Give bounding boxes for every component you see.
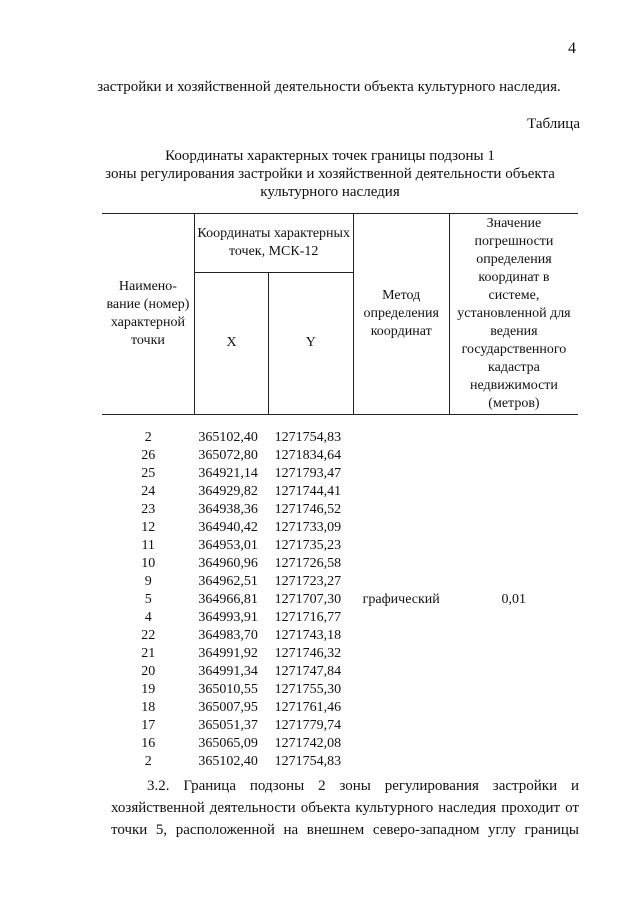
header-error: Значение погрешности определения координат в системе, установленной для ведения государственного кадастра недвижимости (метров) bbox=[449, 214, 578, 415]
table-row bbox=[102, 753, 578, 771]
x-cell: 365072,80 bbox=[198, 448, 258, 463]
table-row bbox=[102, 627, 578, 645]
x-cell: 365010,55 bbox=[198, 682, 258, 697]
coordinates-table bbox=[102, 213, 578, 771]
error-cell bbox=[449, 465, 578, 483]
method-cell bbox=[353, 699, 449, 717]
error-cell bbox=[449, 519, 578, 537]
error-cell bbox=[449, 681, 578, 699]
point-name-cell: 20 bbox=[141, 664, 156, 679]
method-cell bbox=[353, 627, 449, 645]
error-cell: 0,01 bbox=[501, 592, 526, 607]
point-name-cell: 11 bbox=[141, 538, 155, 553]
table-row bbox=[102, 573, 578, 591]
method-cell bbox=[353, 447, 449, 465]
table-row bbox=[102, 519, 578, 537]
header-point-name: Наимено-вание (номер) характерной точки bbox=[102, 214, 194, 415]
error-cell bbox=[449, 573, 578, 591]
point-name-cell: 25 bbox=[141, 466, 156, 481]
x-cell: 364953,01 bbox=[198, 538, 258, 553]
point-name-cell: 23 bbox=[141, 502, 156, 517]
x-cell: 364960,96 bbox=[198, 556, 258, 571]
method-cell bbox=[353, 609, 449, 627]
point-name-cell: 17 bbox=[141, 718, 156, 733]
point-name-cell: 16 bbox=[141, 736, 156, 751]
table-title-line: зоны регулирования застройки и хозяйственной деятельности объекта bbox=[105, 166, 555, 182]
y-cell: 1271744,41 bbox=[274, 484, 342, 499]
x-cell: 365051,37 bbox=[198, 718, 258, 733]
y-cell: 1271834,64 bbox=[274, 448, 342, 463]
error-cell bbox=[449, 429, 578, 447]
y-cell: 1271754,83 bbox=[274, 754, 342, 769]
header-x: X bbox=[194, 272, 268, 414]
method-cell bbox=[353, 429, 449, 447]
point-name-cell: 26 bbox=[141, 448, 156, 463]
method-cell: графический bbox=[362, 592, 440, 607]
error-cell bbox=[449, 735, 578, 753]
error-cell bbox=[449, 663, 578, 681]
header-y: Y bbox=[269, 272, 353, 414]
continuation-line: застройки и хозяйственной деятельности объекта культурного наследия. bbox=[97, 79, 561, 95]
x-cell: 364938,36 bbox=[198, 502, 258, 517]
x-cell: 364940,42 bbox=[198, 520, 258, 535]
error-cell bbox=[449, 753, 578, 771]
table-caption-label: Таблица bbox=[527, 116, 580, 132]
point-name-cell: 18 bbox=[141, 700, 156, 715]
method-cell bbox=[353, 663, 449, 681]
table-row bbox=[102, 483, 578, 501]
point-name-cell: 10 bbox=[141, 556, 156, 571]
table-row bbox=[102, 501, 578, 519]
x-cell: 365102,40 bbox=[198, 754, 258, 769]
y-cell: 1271742,08 bbox=[274, 736, 342, 751]
table-row bbox=[102, 645, 578, 663]
x-cell: 365065,09 bbox=[198, 736, 258, 751]
header-coordinates: Координаты характерных точек, МСК-12 bbox=[194, 214, 353, 273]
header-method: Метод определения координат bbox=[353, 214, 449, 415]
table-title-line: культурного наследия bbox=[260, 184, 400, 200]
table-row bbox=[102, 699, 578, 717]
method-cell bbox=[353, 519, 449, 537]
y-cell: 1271754,83 bbox=[274, 430, 342, 445]
method-cell bbox=[353, 537, 449, 555]
y-cell: 1271779,74 bbox=[274, 718, 342, 733]
error-cell bbox=[449, 483, 578, 501]
table-row bbox=[102, 591, 578, 609]
method-cell bbox=[353, 555, 449, 573]
paragraph-line: 3.2. Граница подзоны 2 зоны регулирования застройки и bbox=[147, 778, 579, 794]
method-cell bbox=[353, 735, 449, 753]
error-cell bbox=[449, 717, 578, 735]
point-name-cell: 24 bbox=[141, 484, 156, 499]
table-title bbox=[100, 147, 560, 201]
point-name-cell: 2 bbox=[144, 430, 152, 445]
error-cell bbox=[449, 699, 578, 717]
x-cell: 364966,81 bbox=[198, 592, 258, 607]
error-cell bbox=[449, 609, 578, 627]
point-name-cell: 4 bbox=[144, 610, 152, 625]
table-row bbox=[102, 465, 578, 483]
error-cell bbox=[449, 555, 578, 573]
point-name-cell: 9 bbox=[144, 574, 152, 589]
method-cell bbox=[353, 573, 449, 591]
table-row bbox=[102, 735, 578, 753]
error-cell bbox=[449, 537, 578, 555]
x-cell: 364983,70 bbox=[198, 628, 258, 643]
x-cell: 365102,40 bbox=[198, 430, 258, 445]
table-row bbox=[102, 429, 578, 447]
method-cell bbox=[353, 681, 449, 699]
y-cell: 1271746,52 bbox=[274, 502, 342, 517]
point-name-cell: 5 bbox=[144, 592, 152, 607]
y-cell: 1271761,46 bbox=[274, 700, 342, 715]
x-cell: 364962,51 bbox=[198, 574, 258, 589]
table-title-line: Координаты характерных точек границы подзоны 1 bbox=[165, 148, 495, 164]
y-cell: 1271716,77 bbox=[274, 610, 342, 625]
method-cell bbox=[353, 717, 449, 735]
point-name-cell: 22 bbox=[141, 628, 156, 643]
y-cell: 1271735,23 bbox=[274, 538, 342, 553]
y-cell: 1271733,09 bbox=[274, 520, 342, 535]
x-cell: 364921,14 bbox=[198, 466, 258, 481]
method-cell bbox=[353, 645, 449, 663]
error-cell bbox=[449, 447, 578, 465]
y-cell: 1271746,32 bbox=[274, 646, 342, 661]
method-cell bbox=[353, 465, 449, 483]
point-name-cell: 21 bbox=[141, 646, 156, 661]
method-cell bbox=[353, 501, 449, 519]
body-paragraph bbox=[111, 775, 579, 841]
y-cell: 1271723,27 bbox=[274, 574, 342, 589]
x-cell: 364929,82 bbox=[198, 484, 258, 499]
method-cell bbox=[353, 753, 449, 771]
error-cell bbox=[449, 501, 578, 519]
table-row bbox=[102, 537, 578, 555]
table-row bbox=[102, 681, 578, 699]
x-cell: 364993,91 bbox=[198, 610, 258, 625]
point-name-cell: 2 bbox=[144, 754, 152, 769]
error-cell bbox=[449, 645, 578, 663]
y-cell: 1271707,30 bbox=[274, 592, 342, 607]
page-number: 4 bbox=[568, 40, 576, 57]
x-cell: 364991,34 bbox=[198, 664, 258, 679]
table-row bbox=[102, 447, 578, 465]
method-cell bbox=[353, 483, 449, 501]
table-row bbox=[102, 717, 578, 735]
point-name-cell: 19 bbox=[141, 682, 156, 697]
paragraph-line: хозяйственной деятельности объекта культурного наследия проходит от bbox=[111, 800, 579, 816]
table-body bbox=[102, 415, 578, 772]
point-name-cell: 12 bbox=[141, 520, 156, 535]
table-row bbox=[102, 609, 578, 627]
x-cell: 364991,92 bbox=[198, 646, 258, 661]
y-cell: 1271747,84 bbox=[274, 664, 342, 679]
paragraph-line: точки 5, расположенной на внешнем северо-западном углу границы bbox=[111, 822, 579, 838]
error-cell bbox=[449, 627, 578, 645]
x-cell: 365007,95 bbox=[198, 700, 258, 715]
table-row bbox=[102, 555, 578, 573]
y-cell: 1271755,30 bbox=[274, 682, 342, 697]
y-cell: 1271743,18 bbox=[274, 628, 342, 643]
table-row bbox=[102, 663, 578, 681]
y-cell: 1271726,58 bbox=[274, 556, 342, 571]
y-cell: 1271793,47 bbox=[274, 466, 342, 481]
